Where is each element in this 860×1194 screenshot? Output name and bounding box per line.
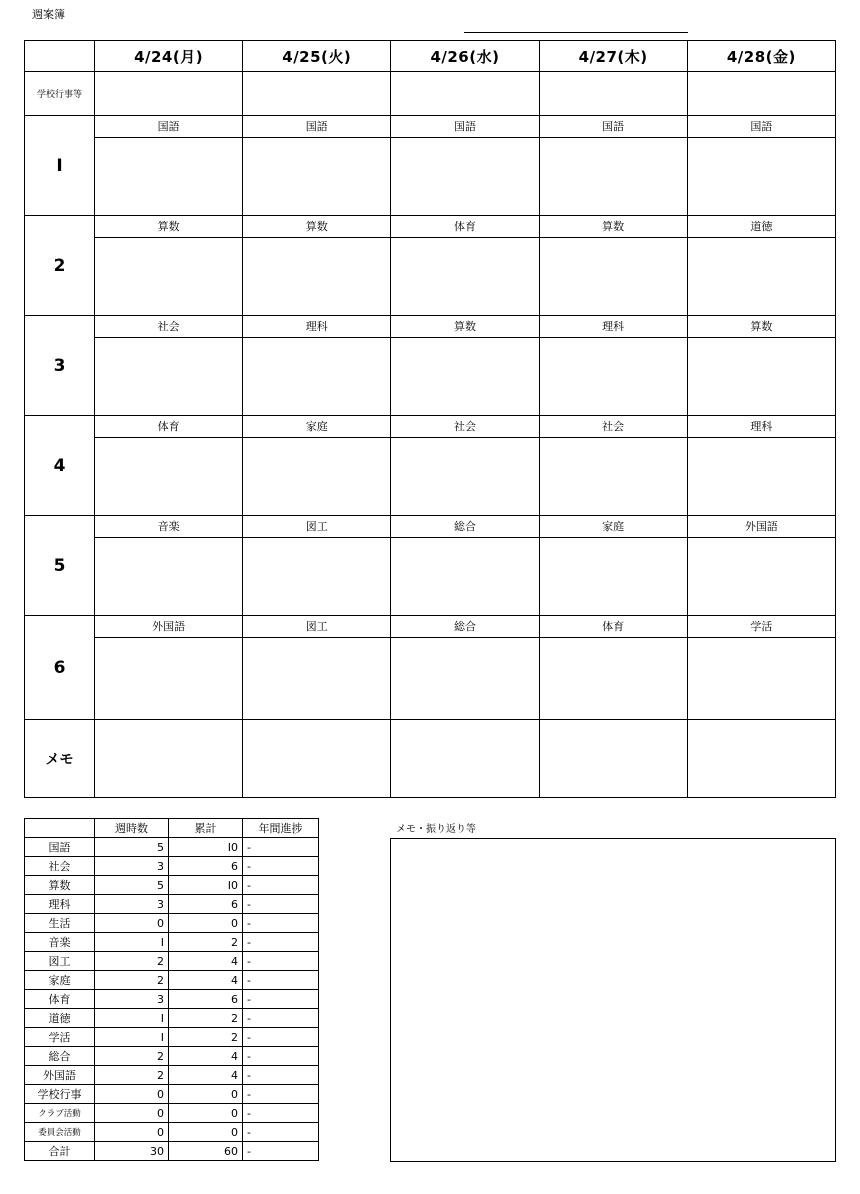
school-event-cell[interactable] [391,72,539,116]
period-subject: 総合 [391,616,539,638]
period-subject: 外国語 [687,516,835,538]
period-subject: 国語 [539,116,687,138]
hours-row [25,895,319,914]
hours-progress: - [243,1066,319,1085]
hours-row [25,1104,319,1123]
lesson-plan-cell[interactable] [687,138,835,216]
lesson-plan-cell[interactable] [95,338,243,416]
period-number: 3 [25,316,95,416]
hours-progress: - [243,895,319,914]
reflection-box[interactable] [390,838,836,1162]
hours-subject: クラブ活動 [25,1104,95,1123]
school-event-cell[interactable] [687,72,835,116]
hours-row [25,876,319,895]
hours-subject: 体育 [25,990,95,1009]
period-subject: 社会 [95,316,243,338]
period-subject: 学活 [687,616,835,638]
hours-weekly: 0 [95,1123,169,1142]
memo-cell[interactable] [95,720,243,798]
hours-row [25,1142,319,1161]
period-subject: 道徳 [687,216,835,238]
hours-row [25,971,319,990]
school-event-cell[interactable] [539,72,687,116]
hours-progress: - [243,876,319,895]
name-underline [464,32,688,33]
lesson-plan-cell[interactable] [243,438,391,516]
lesson-plan-cell[interactable] [391,238,539,316]
period-subject: 理科 [539,316,687,338]
period-content-row [25,538,836,616]
weekly-plan-table [24,40,836,798]
period-subject-row [25,416,836,438]
reflection-label: メモ・振り返り等 [396,824,476,835]
hours-cumulative: 6 [169,895,243,914]
lesson-plan-cell[interactable] [95,438,243,516]
lesson-plan-cell[interactable] [539,638,687,720]
hours-cumulative: 4 [169,1066,243,1085]
memo-cell[interactable] [391,720,539,798]
hours-header-row [25,819,319,838]
hours-subject: 委員会活動 [25,1123,95,1142]
hours-subject: 外国語 [25,1066,95,1085]
period-subject: 社会 [391,416,539,438]
hours-weekly: 3 [95,990,169,1009]
hours-weekly: 2 [95,971,169,990]
hours-row [25,933,319,952]
hours-progress: - [243,1009,319,1028]
hours-progress: - [243,1123,319,1142]
hours-subject: 理科 [25,895,95,914]
hours-progress: - [243,971,319,990]
lesson-plan-cell[interactable] [95,538,243,616]
period-subject: 国語 [243,116,391,138]
period-subject: 外国語 [95,616,243,638]
lesson-plan-cell[interactable] [391,438,539,516]
hours-progress: - [243,838,319,857]
lesson-plan-cell[interactable] [539,538,687,616]
hours-weekly: 0 [95,914,169,933]
lesson-plan-cell[interactable] [391,638,539,720]
day-header: 4/24(月) [95,41,243,72]
hours-row [25,1047,319,1066]
period-subject: 国語 [391,116,539,138]
lesson-plan-cell[interactable] [95,238,243,316]
period-subject-row [25,616,836,638]
hours-subject: 学活 [25,1028,95,1047]
lesson-plan-cell[interactable] [539,438,687,516]
lesson-plan-cell[interactable] [391,538,539,616]
hours-cumulative: 4 [169,971,243,990]
period-subject: 図工 [243,616,391,638]
hours-row [25,1066,319,1085]
period-subject-row [25,116,836,138]
hours-progress: - [243,1085,319,1104]
school-event-row [25,72,836,116]
period-number: 6 [25,616,95,720]
hours-progress: - [243,952,319,971]
hours-weekly: 0 [95,1085,169,1104]
hours-progress: - [243,1104,319,1123]
period-subject: 理科 [687,416,835,438]
hours-weekly: 2 [95,952,169,971]
hours-header-weekly: 週時数 [95,819,169,838]
hours-weekly: 3 [95,895,169,914]
memo-cell[interactable] [687,720,835,798]
hours-weekly: 30 [95,1142,169,1161]
hours-cumulative: 0 [169,1104,243,1123]
hours-weekly: 5 [95,838,169,857]
period-subject: 総合 [391,516,539,538]
hours-progress: - [243,1047,319,1066]
lesson-plan-cell[interactable] [687,438,835,516]
hours-cumulative: I0 [169,838,243,857]
period-subject-row [25,216,836,238]
lesson-plan-cell[interactable] [687,638,835,720]
period-content-row [25,138,836,216]
period-subject: 算数 [687,316,835,338]
hours-subject: 家庭 [25,971,95,990]
period-content-row [25,638,836,720]
hours-weekly: 5 [95,876,169,895]
lesson-plan-cell[interactable] [687,538,835,616]
period-subject: 体育 [391,216,539,238]
hours-weekly: I [95,933,169,952]
hours-progress: - [243,990,319,1009]
hours-subject: 社会 [25,857,95,876]
hours-cumulative: 2 [169,933,243,952]
memo-row [25,720,836,798]
hours-row [25,990,319,1009]
hours-cumulative: 6 [169,990,243,1009]
hours-cumulative: I0 [169,876,243,895]
hours-header-cumulative: 累計 [169,819,243,838]
period-number: 5 [25,516,95,616]
memo-cell[interactable] [243,720,391,798]
period-subject: 算数 [391,316,539,338]
hours-header-progress: 年間進捗 [243,819,319,838]
hours-cumulative: 4 [169,1047,243,1066]
class-hours-table [24,818,319,1161]
day-header-row [25,41,836,72]
lesson-plan-cell[interactable] [391,138,539,216]
hours-progress: - [243,1142,319,1161]
memo-row-label: メモ [25,720,95,798]
lesson-plan-cell[interactable] [243,338,391,416]
period-subject: 体育 [95,416,243,438]
memo-cell[interactable] [539,720,687,798]
hours-progress: - [243,914,319,933]
hours-header-blank [25,819,95,838]
hours-subject: 国語 [25,838,95,857]
hours-weekly: I [95,1028,169,1047]
period-number: 4 [25,416,95,516]
hours-subject: 道徳 [25,1009,95,1028]
period-subject: 体育 [539,616,687,638]
hours-cumulative: 6 [169,857,243,876]
period-subject: 算数 [95,216,243,238]
lesson-plan-cell[interactable] [243,238,391,316]
hours-progress: - [243,857,319,876]
hours-weekly: 3 [95,857,169,876]
lesson-plan-cell[interactable] [539,338,687,416]
day-header: 4/26(水) [391,41,539,72]
lesson-plan-cell[interactable] [243,638,391,720]
hours-weekly: 2 [95,1047,169,1066]
lesson-plan-cell[interactable] [95,638,243,720]
day-header: 4/28(金) [687,41,835,72]
hours-weekly: 0 [95,1104,169,1123]
hours-subject: 図工 [25,952,95,971]
period-subject: 音楽 [95,516,243,538]
period-content-row [25,238,836,316]
hours-row [25,1028,319,1047]
hours-progress: - [243,933,319,952]
lesson-plan-cell[interactable] [243,138,391,216]
period-subject: 算数 [243,216,391,238]
period-subject: 国語 [95,116,243,138]
period-subject: 家庭 [243,416,391,438]
period-subject: 算数 [539,216,687,238]
hours-row [25,914,319,933]
hours-weekly: I [95,1009,169,1028]
lesson-plan-cell[interactable] [391,338,539,416]
period-number: 2 [25,216,95,316]
period-number: I [25,116,95,216]
hours-subject: 生活 [25,914,95,933]
day-header: 4/25(火) [243,41,391,72]
hours-subject: 合計 [25,1142,95,1161]
hours-subject: 学校行事 [25,1085,95,1104]
hours-row [25,838,319,857]
school-event-label: 学校行事等 [25,72,95,116]
lesson-plan-cell[interactable] [687,338,835,416]
hours-cumulative: 60 [169,1142,243,1161]
hours-row [25,857,319,876]
lesson-plan-cell[interactable] [539,138,687,216]
hours-subject: 音楽 [25,933,95,952]
corner-cell [25,41,95,72]
lesson-plan-cell[interactable] [95,138,243,216]
hours-progress: - [243,1028,319,1047]
lesson-plan-cell[interactable] [539,238,687,316]
period-content-row [25,438,836,516]
period-subject: 家庭 [539,516,687,538]
hours-cumulative: 2 [169,1009,243,1028]
hours-cumulative: 4 [169,952,243,971]
school-event-cell[interactable] [243,72,391,116]
hours-subject: 算数 [25,876,95,895]
hours-row [25,1123,319,1142]
period-subject: 図工 [243,516,391,538]
lesson-plan-cell[interactable] [687,238,835,316]
hours-cumulative: 0 [169,914,243,933]
period-subject-row [25,316,836,338]
period-content-row [25,338,836,416]
hours-cumulative: 2 [169,1028,243,1047]
hours-cumulative: 0 [169,1123,243,1142]
day-header: 4/27(木) [539,41,687,72]
document-title: 週案簿 [32,8,65,21]
period-subject: 理科 [243,316,391,338]
hours-cumulative: 0 [169,1085,243,1104]
hours-weekly: 2 [95,1066,169,1085]
hours-subject: 総合 [25,1047,95,1066]
hours-row [25,1085,319,1104]
period-subject-row [25,516,836,538]
period-subject: 社会 [539,416,687,438]
school-event-cell[interactable] [95,72,243,116]
period-subject: 国語 [687,116,835,138]
lesson-plan-cell[interactable] [243,538,391,616]
hours-row [25,952,319,971]
hours-row [25,1009,319,1028]
